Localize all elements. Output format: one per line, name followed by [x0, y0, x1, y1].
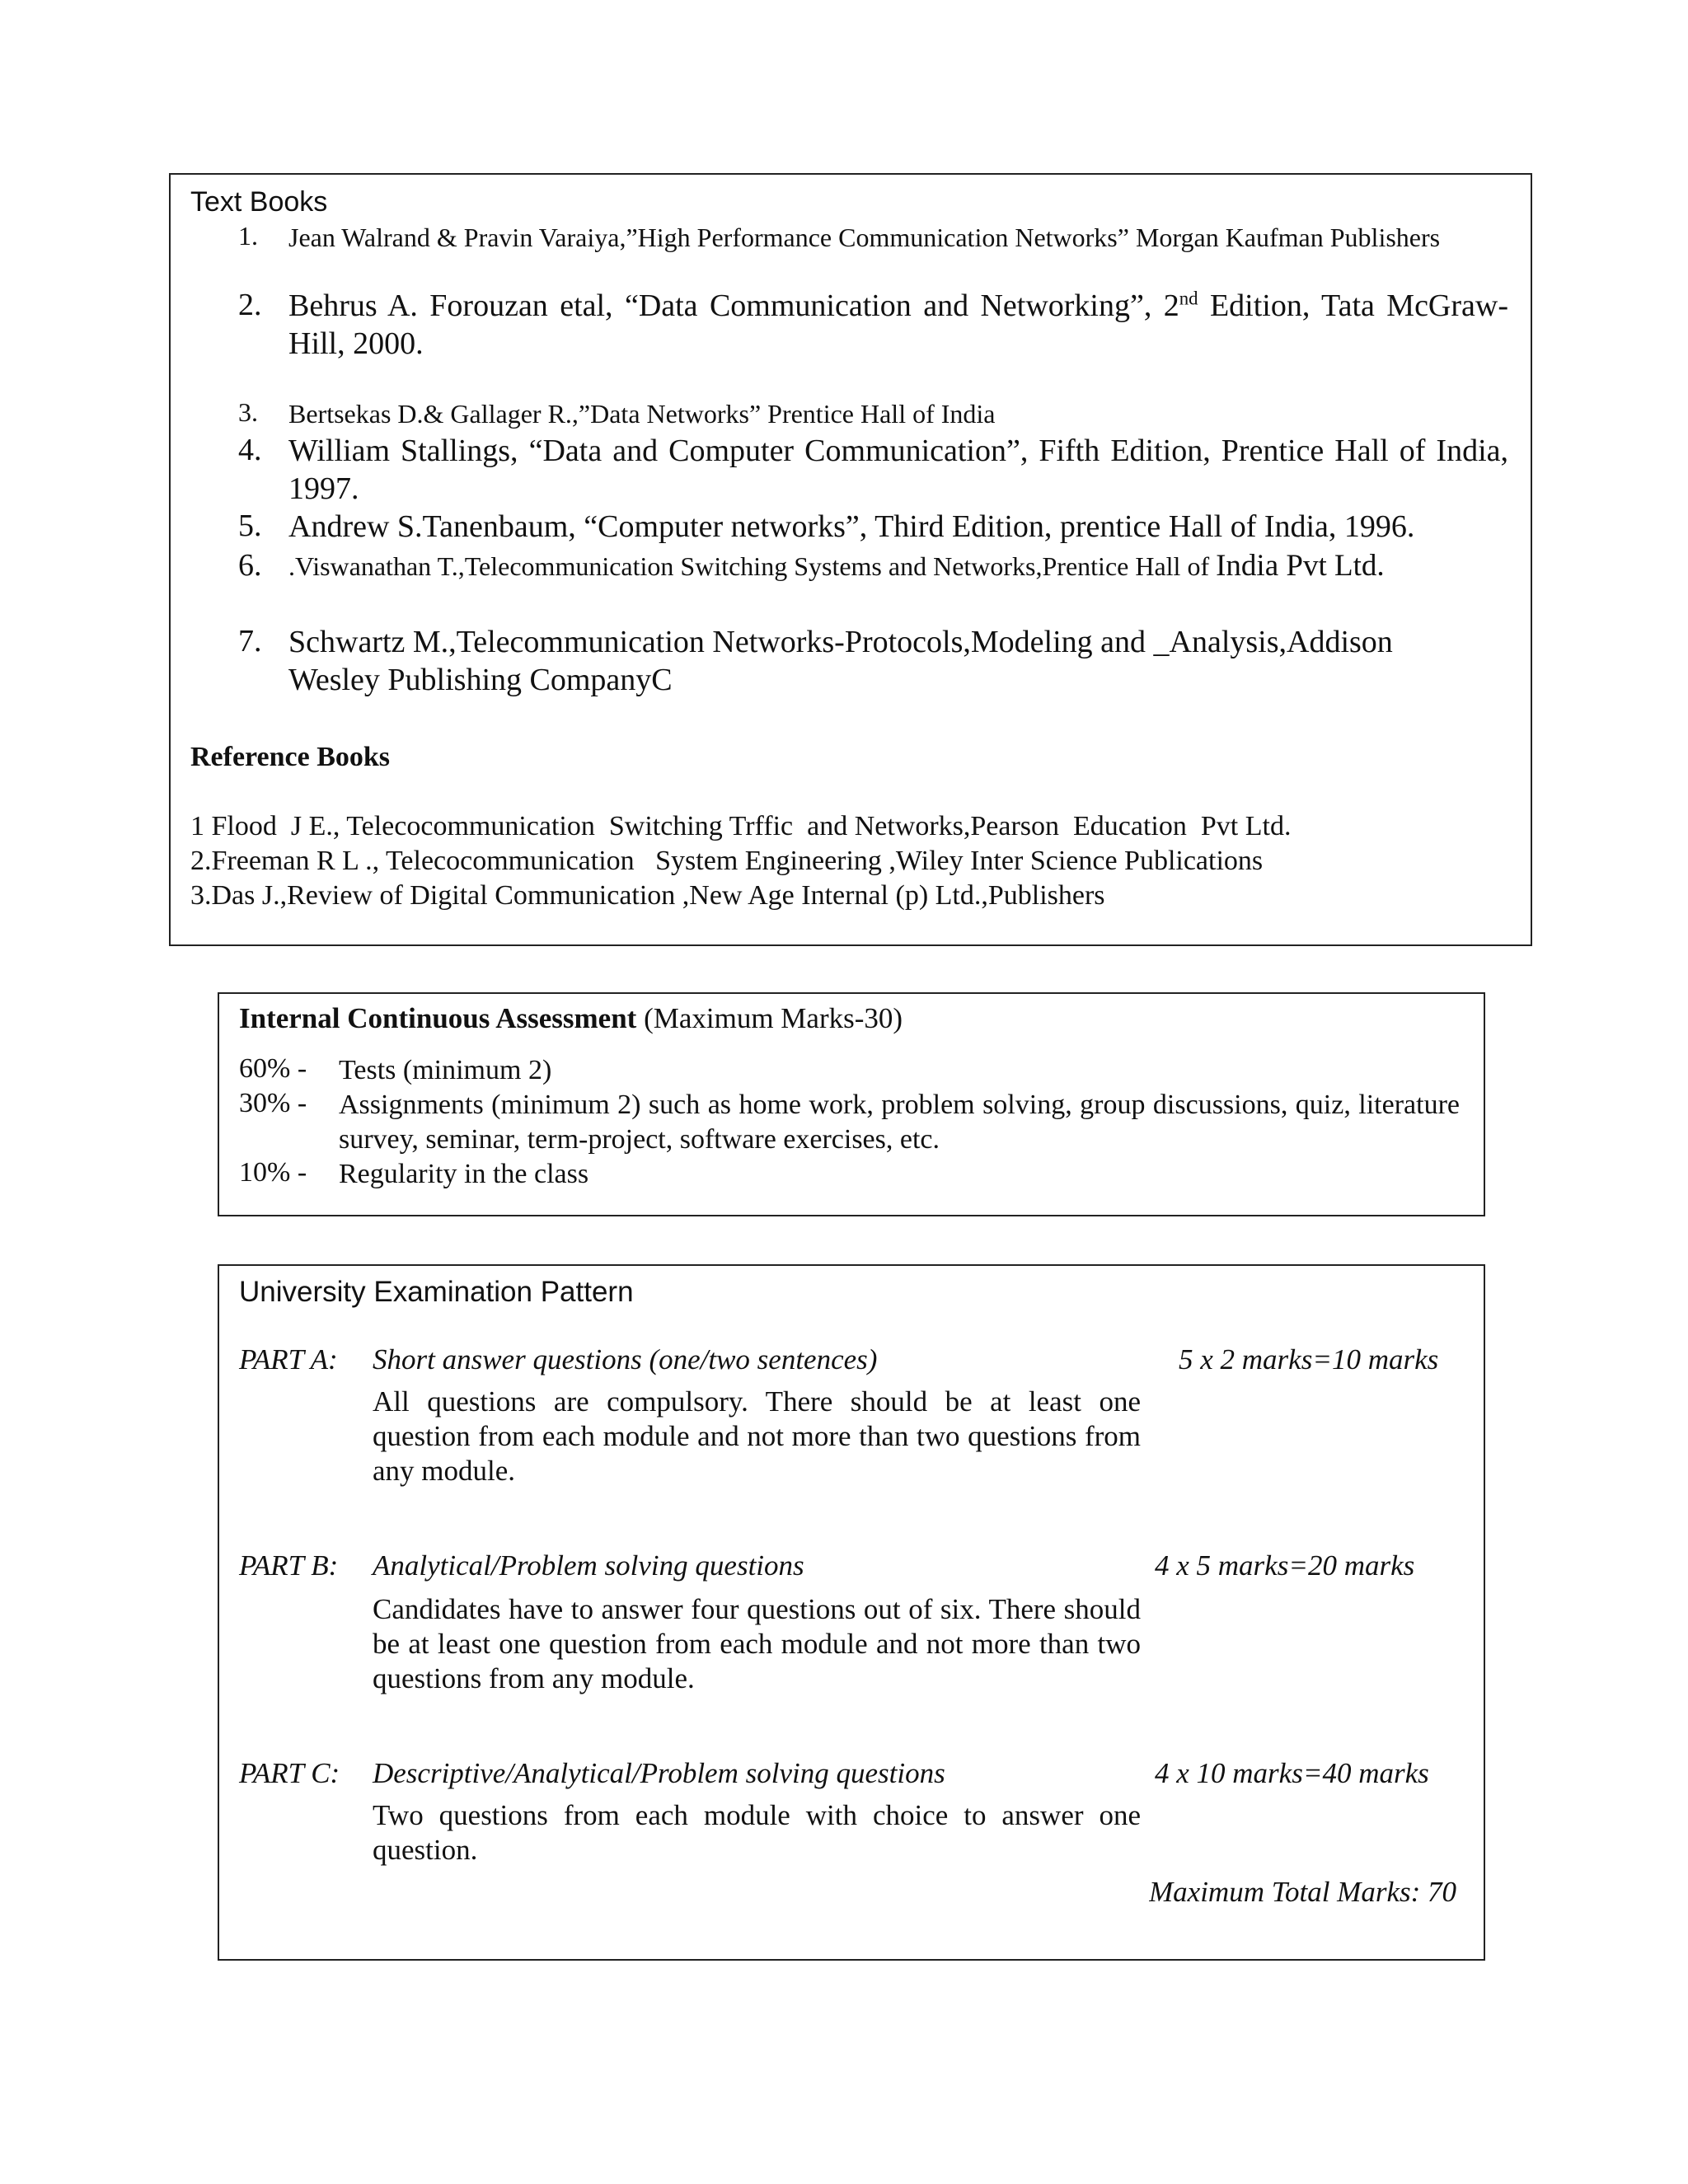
part-b-marks: 4 x 5 marks=20 marks [1155, 1549, 1415, 1582]
part-b-title: Analytical/Problem solving questions [373, 1549, 804, 1582]
item-text: Behrus A. Forouzan etal, “Data Communication and Networking”, 2nd Edition, Tata McGraw-Hill, 2000. [288, 288, 1508, 361]
part-b-description: Candidates have to answer four questions out of six. There should be at least one question from each module and not more than two questions from any module. [373, 1593, 1141, 1694]
text-books-heading: Text Books [190, 186, 328, 218]
item-number: 2. [238, 288, 262, 322]
part-a-title: Short answer questions (one/two sentences) [373, 1343, 878, 1376]
maximum-total-marks: Maximum Total Marks: 70 [1149, 1876, 1457, 1908]
item-text: Jean Walrand & Pravin Varaiya,”High Performance Communication Networks” Morgan Kaufman Publishers [288, 223, 1441, 252]
reference-book-item-2: 2.Freeman R L ., Telecocommunication System Engineering ,Wiley Inter Science Publications [190, 846, 1264, 876]
exam-pattern-section [218, 1264, 1485, 1961]
part-c-description: Two questions from each module with choice to answer one question. [373, 1799, 1141, 1866]
assessment-percentage: 10% - [239, 1157, 307, 1188]
part-a-label: PART A: [239, 1343, 338, 1376]
item-text: William Stallings, “Data and Computer Communication”, Fifth Edition, Prentice Hall of India, 1997. [288, 434, 1508, 506]
internal-assessment-section [218, 992, 1485, 1216]
part-b-label: PART B: [239, 1549, 339, 1582]
part-c-marks: 4 x 10 marks=40 marks [1155, 1757, 1429, 1789]
assessment-description: Assignments (minimum 2) such as home work, problem solving, group discussions, quiz, literature survey, seminar, term-project, software exercises, etc. [339, 1090, 1460, 1155]
exam-pattern-heading: University Examination Pattern [239, 1276, 634, 1308]
part-a-description: All questions are compulsory. There should be at least one question from each module and not more than two questions from any module. [373, 1385, 1141, 1487]
item-text: .Viswanathan T.,Telecommunication Switching Systems and Networks,Prentice Hall of India Pvt Ltd. [288, 549, 1385, 583]
assessment-description: Tests (minimum 2) [339, 1055, 552, 1085]
internal-assessment-title: Internal Continuous Assessment (Maximum Marks-30) [239, 1002, 903, 1034]
item-text: Schwartz M.,Telecommunication Networks-Protocols,Modeling and _Analysis,Addison Wesley Publishing CompanyC [288, 625, 1393, 697]
item-number: 4. [238, 433, 262, 467]
item-text: Andrew S.Tanenbaum, “Computer networks”, Third Edition, prentice Hall of India, 1996. [288, 509, 1415, 544]
item-number: 5. [238, 509, 262, 543]
reference-book-item-3: 3.Das J.,Review of Digital Communication ,New Age Internal (p) Ltd.,Publishers [190, 880, 1105, 911]
item-number: 7. [238, 624, 262, 658]
reference-books-heading: Reference Books [190, 742, 391, 772]
item-number: 6. [238, 548, 262, 583]
item-number: 1. [238, 221, 258, 251]
text-books-section [169, 173, 1532, 946]
part-c-title: Descriptive/Analytical/Problem solving questions [373, 1757, 945, 1789]
part-c-label: PART C: [239, 1757, 340, 1789]
reference-book-item-1: 1 Flood J E., Telecocommunication Switching Trffic and Networks,Pearson Education Pvt Ltd. [190, 811, 1292, 841]
assessment-percentage: 30% - [239, 1088, 307, 1118]
assessment-percentage: 60% - [239, 1053, 307, 1084]
item-text: Bertsekas D.& Gallager R.,”Data Networks” Prentice Hall of India [288, 399, 996, 429]
item-number: 3. [238, 397, 258, 427]
assessment-description: Regularity in the class [339, 1159, 589, 1189]
part-a-marks: 5 x 2 marks=10 marks [1179, 1343, 1439, 1376]
